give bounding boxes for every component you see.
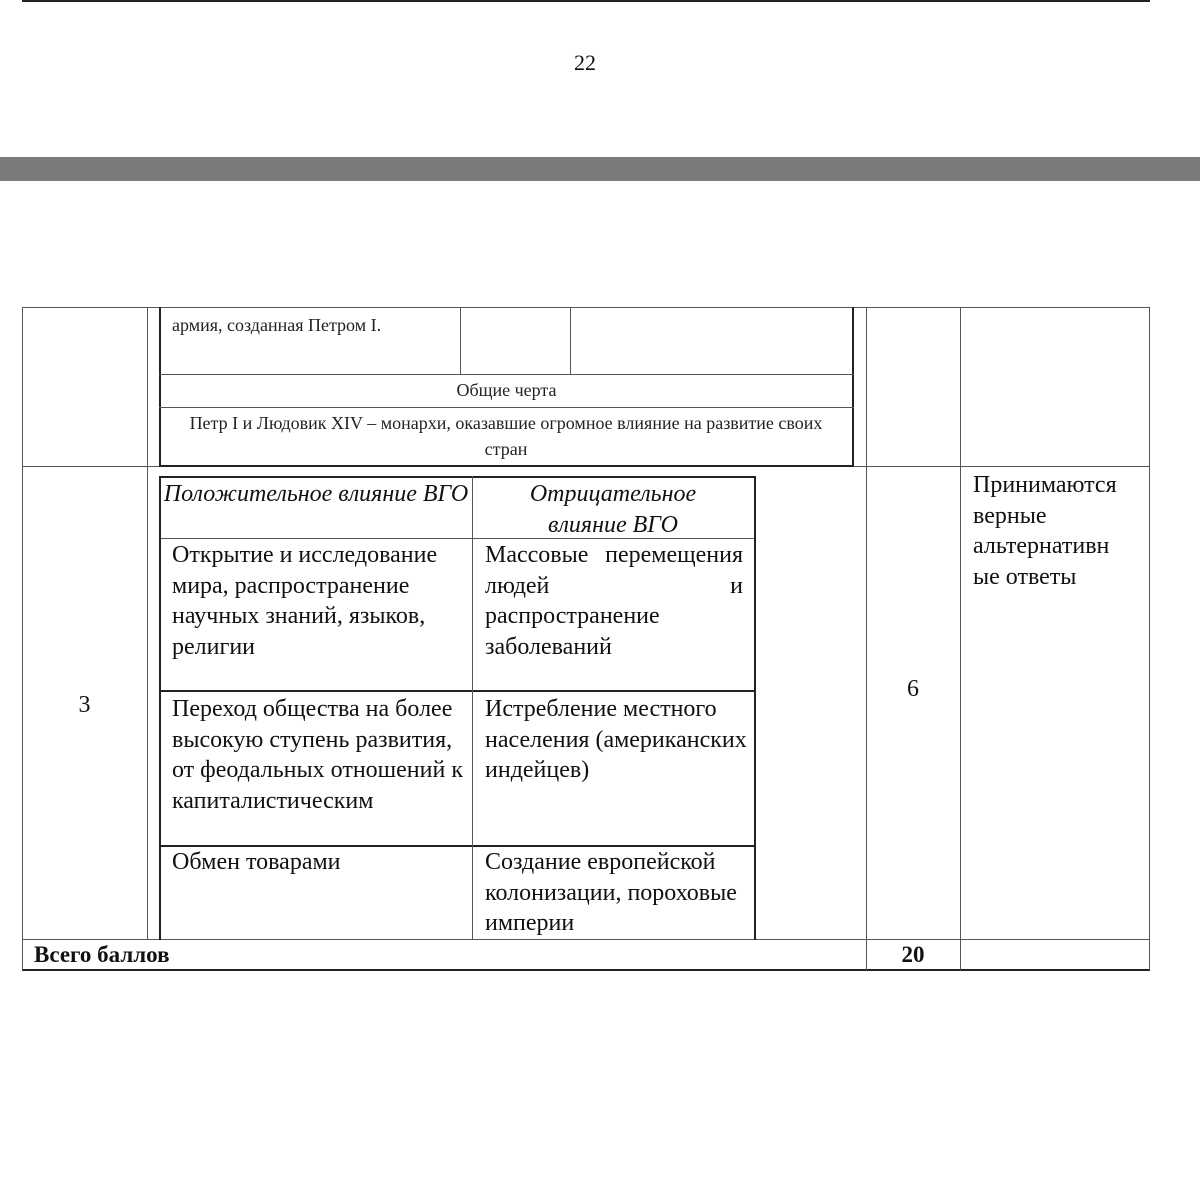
column-divider <box>960 307 961 970</box>
vgo-table-top-border <box>159 476 756 478</box>
outer-bottom-border <box>22 969 1150 971</box>
upper-inner-bottom-border <box>159 465 854 467</box>
army-text: армия, созданная Петром I. <box>172 315 382 335</box>
vgo-row-line <box>159 690 756 692</box>
page-number: 22 <box>574 50 596 75</box>
vgo-cell-positive: Обмен товарами <box>172 849 341 875</box>
vgo-cell-negative: Массовые перемещения людей и распространение заболеваний <box>485 542 743 660</box>
vgo-cell-positive: Открытие и исследование мира, распространение научных знаний, языков, религии <box>172 542 438 660</box>
vgo-table-right-border <box>754 476 756 940</box>
upper-inner-divider <box>570 307 571 375</box>
total-label: Всего баллов <box>34 942 170 967</box>
column-divider <box>147 307 148 939</box>
vgo-cell-negative: Истребление местного населения (американских индейцев) <box>485 696 747 783</box>
outer-top-border <box>22 307 1150 308</box>
column-divider <box>866 307 867 970</box>
row-separator <box>22 939 1150 940</box>
vgo-header-positive: Положительное влияние ВГО <box>163 481 469 507</box>
outer-left-border <box>22 307 23 970</box>
question-number: 3 <box>78 692 91 718</box>
upper-inner-row-line <box>159 374 854 375</box>
grading-note: Принимаются верные альтернативн ые ответы <box>973 472 1117 590</box>
total-value: 20 <box>901 942 925 967</box>
common-features-text: Петр I и Людовик XIV – монархи, оказавшие огромное влияние на развитие своих стран <box>189 413 823 459</box>
outer-right-border <box>1149 307 1150 970</box>
points-value: 6 <box>907 676 919 702</box>
vgo-column-divider <box>472 476 473 940</box>
vgo-header-negative: Отрицательное влияние ВГО <box>529 481 697 538</box>
common-features-title: Общие черта <box>456 380 557 400</box>
vgo-cell-negative: Создание европейской колонизации, пороховые империи <box>485 849 737 936</box>
upper-inner-right-border <box>852 307 854 467</box>
upper-inner-divider <box>460 307 461 375</box>
vgo-table-left-border <box>159 476 161 940</box>
upper-inner-row-line <box>159 407 854 408</box>
vgo-cell-positive: Переход общества на более высокую ступень развития, от феодальных отношений к капиталистическим <box>172 696 463 814</box>
